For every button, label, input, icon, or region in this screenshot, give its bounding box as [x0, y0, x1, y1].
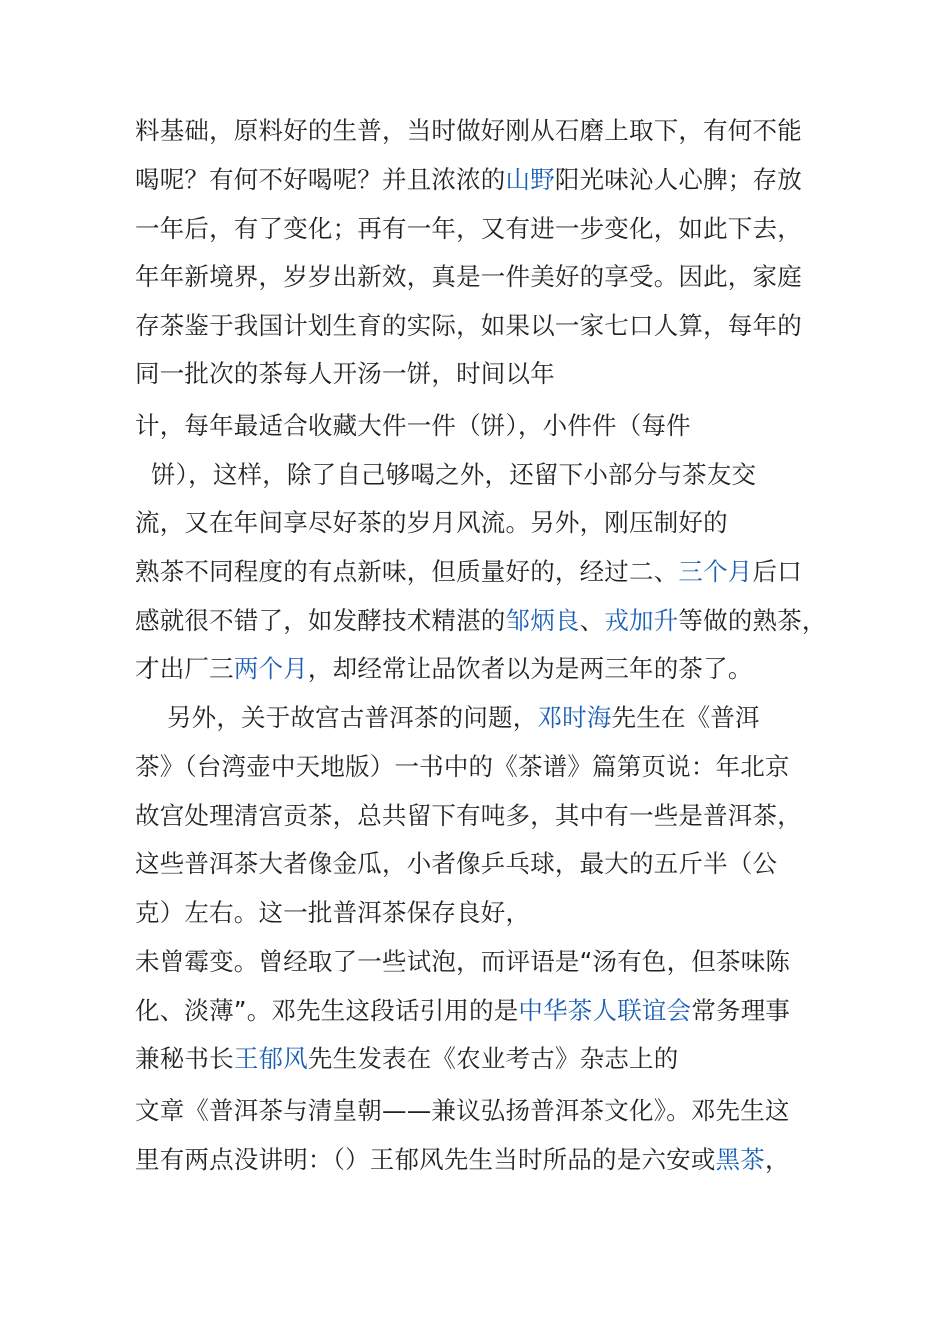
- text-segment: 饼），这样，除了自己够喝之外，还留下小部分与茶友交: [135, 460, 757, 489]
- text-segment: 熟茶不同程度的有点新味，但质量好的，经过二、: [135, 557, 679, 586]
- text-segment: 一年后，有了变化；再有一年，又有进一步变化，如此下去，: [135, 214, 802, 243]
- inline-link[interactable]: 三个月: [678, 557, 753, 586]
- inline-link[interactable]: 戎加升: [604, 606, 679, 635]
- text-segment: 才出厂三: [135, 654, 234, 683]
- text-segment: 这些普洱茶大者像金瓜，小者像乒乓球，最大的五斤半（公: [135, 849, 778, 878]
- text-segment: 克）左右。这一批普洱茶保存良好，: [135, 898, 531, 927]
- text-line: [135, 114, 802, 148]
- text-line: [135, 260, 802, 294]
- text-line: [135, 701, 760, 735]
- text-line: [135, 309, 802, 343]
- inline-link[interactable]: 山野: [505, 165, 555, 194]
- text-line: [135, 1042, 678, 1076]
- text-line: [135, 409, 691, 443]
- text-line: [135, 1094, 790, 1128]
- text-segment: 文章《普洱茶与清皇朝——兼议弘扬普洱茶文化》。邓先生这: [135, 1096, 790, 1125]
- text-segment: 先生在《普洱: [611, 703, 760, 732]
- text-segment: 未曾霉变。曾经取了一些试泡，而评语是“汤有色，但茶味陈: [135, 947, 791, 976]
- inline-link[interactable]: 邓时海: [537, 703, 612, 732]
- text-segment: 故宫处理清宫贡茶，总共留下有吨多，其中有一些是普洱茶，: [135, 801, 802, 830]
- text-segment: 阳光味沁人心脾；存放: [554, 165, 802, 194]
- text-segment: 先生发表在《农业考古》杂志上的: [307, 1044, 679, 1073]
- text-segment: 感就很不错了，如发酵技术精湛的: [135, 606, 506, 635]
- text-line: [135, 847, 777, 881]
- text-segment: ，却经常让品饮者以为是两三年的茶了。: [307, 654, 753, 683]
- text-segment: 年年新境界，岁岁出新效，真是一件美好的享受。因此，家庭: [135, 262, 802, 291]
- text-segment: 计，每年最适合收藏大件一件（饼），小件件（每件: [135, 411, 691, 440]
- inline-link[interactable]: 两个月: [233, 654, 308, 683]
- text-segment: 里有两点没讲明：（）王郁风先生当时所品的是六安或: [135, 1145, 716, 1174]
- text-line: [135, 945, 790, 979]
- text-segment: 茶》（台湾壶中天地版）一书中的《茶谱》篇第页说：年北京: [135, 752, 790, 781]
- text-segment: 喝呢？有何不好喝呢？并且浓浓的: [135, 165, 506, 194]
- text-line: [135, 357, 555, 391]
- text-line: [135, 1143, 790, 1177]
- text-segment: 、: [579, 606, 605, 635]
- inline-link[interactable]: 邹炳良: [505, 606, 580, 635]
- inline-link[interactable]: 王郁风: [233, 1044, 308, 1073]
- text-segment: 常务理事: [691, 996, 791, 1025]
- text-segment: 料基础，原料好的生普，当时做好刚从石磨上取下，有何不能: [135, 116, 802, 145]
- text-segment: 流，又在年间享尽好茶的岁月风流。另外，刚压制好的: [135, 508, 728, 537]
- text-segment: 同一批次的茶每人开汤一饼，时间以年: [135, 359, 555, 388]
- text-line: [135, 555, 802, 589]
- text-segment: 兼秘书长: [135, 1044, 234, 1073]
- text-line: [135, 458, 756, 492]
- text-segment: 存茶鉴于我国计划生育的实际，如果以一家七口人算，每年的: [135, 311, 802, 340]
- text-line: [135, 506, 728, 540]
- text-segment: 等做的熟茶，: [678, 606, 827, 635]
- text-line: [135, 652, 753, 686]
- inline-link[interactable]: 黑茶: [715, 1145, 765, 1174]
- text-line: [135, 994, 790, 1028]
- text-segment: ，: [764, 1145, 790, 1174]
- text-line: [135, 799, 802, 833]
- text-line: [135, 896, 530, 930]
- text-line: [135, 163, 802, 197]
- text-segment: 化、淡薄”。邓先生这段话引用的是: [135, 996, 519, 1025]
- text-line: [135, 212, 802, 246]
- text-segment: 后口: [752, 557, 802, 586]
- text-line: [135, 750, 790, 784]
- text-segment: 另外，关于故宫古普洱茶的问题，: [135, 703, 538, 732]
- text-line: [135, 604, 827, 638]
- inline-link[interactable]: 中华茶人联谊会: [518, 996, 692, 1025]
